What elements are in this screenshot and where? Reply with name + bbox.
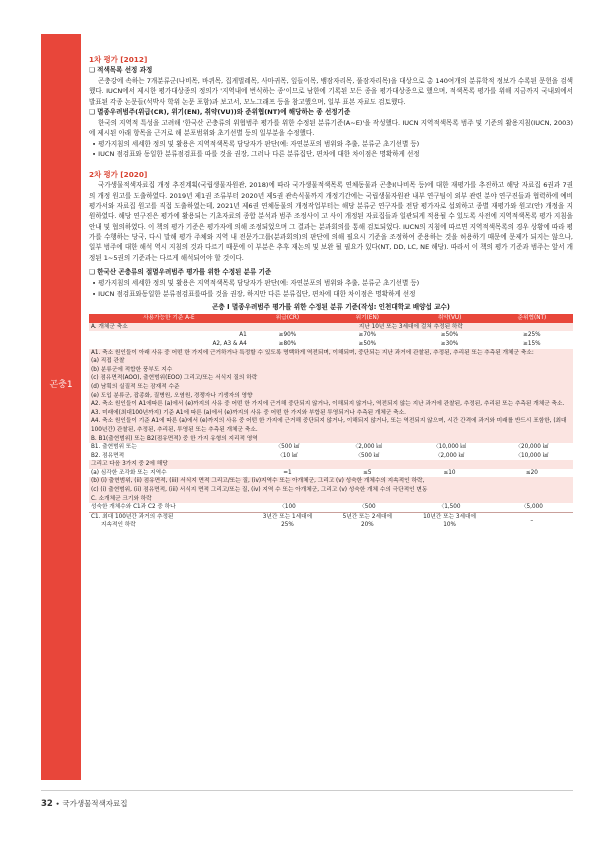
- table-row: [89, 477, 573, 486]
- section2-title: 2차 평가 [2020]: [89, 170, 148, 180]
- table-row: [89, 495, 573, 504]
- table-row: [89, 486, 573, 495]
- column-header: 위급(CR): [249, 314, 326, 323]
- table-cell: 성숙한 개체수와 C1과 C2 중 하나: [91, 504, 176, 511]
- table-row: [89, 392, 573, 401]
- table-row: [89, 349, 573, 358]
- table-row: [89, 400, 573, 409]
- criteria-table: [89, 314, 573, 530]
- table-cell: ≥25%: [523, 332, 541, 339]
- column-header: 사용가능한 기준 A-E: [89, 314, 249, 323]
- table-cell: ≥50%: [358, 340, 376, 347]
- table-cell: A1: [239, 332, 247, 339]
- table-row: [89, 366, 573, 375]
- table-cell: ≥30%: [440, 340, 459, 347]
- section2-bullet: ∙ IUCN 점검표와동일한 분류점검표를따를 것을 권장, 하지만 다른 분류집단, 편차에 대한 차이점은 명확하게 선정: [92, 289, 416, 298]
- section1-subheading-1: ❑ 적색목록 선정 과정: [89, 66, 153, 74]
- table-cell: ≤10: [443, 469, 456, 476]
- table-row: [89, 435, 573, 444]
- cell-text: 20%: [360, 522, 374, 529]
- table-cell: 〈100: [279, 504, 296, 511]
- main-content: [89, 54, 573, 530]
- table-row: [89, 340, 573, 349]
- table-cell: A4. 축소 원인들이 기준 A1에 따른 (a)에서 (e)까지의 사유 중 어떤 한 가지에 근거해 중단되지 않거나, 이해되지 않거나, 또는 역전되지 않으며, 시간 간격에 과거와 미래를 반드시 포함한, (최대100년간) 관찰된, 추정된, 추리된, 투영된 또는 추측된 개체군 축소.: [89, 417, 573, 434]
- table-row: [89, 323, 573, 332]
- section1-bullet: ∙ 평가지침의 세세한 정의 및 활용은 지역적색목록 담당자가 판단(예: 자연분포의 범위와 추출, 분류군 초기선별 등): [92, 139, 420, 148]
- table-cell: ≥80%: [278, 340, 297, 347]
- table-row: [89, 512, 573, 530]
- section2-subheading-1: ❑ 한국산 곤충류의 절멸우려범주 평가를 위한 수정된 분류 기준: [89, 268, 272, 277]
- table-cell: 〈10,000 ㎢: [515, 452, 549, 459]
- section2-bullet: ∙ 평가지침의 세세한 정의 및 활용은 지역적색목록 담당자가 판단(예: 자연분포의 범위와 추출, 분류군 초기선별 등): [92, 279, 420, 288]
- table-cell: (e) 도입 분류군, 잡종화, 질병원, 오염원, 경쟁자나 기생자의 영향: [89, 392, 573, 401]
- section-sidebar: [41, 34, 81, 780]
- footer-title: 국가생물적색자료집: [62, 799, 128, 808]
- paragraph-text: 국가생물적색자료집 개정 추진계획(국립생물자원관, 2018)에 따라 국가생물적색목록 연체동물과 곤충I(나비목 등)에 대한 재평가를 추진하고 해당 자료집 6권과 7권의 개정 원고를 도출하였다. 2019년 제1권 조류부터 2020년 제5권 관속식물까지 개정기간에는 국립생물자원관 내부 연구팀이 외부 관련 분야 연구진들과 협력하에 예비평가서와 자료집 원고를 직접 도출하였는데, 2021년 제6권 연체동물의 개정작업부터는 해당 분류군 연구자를 전담 평가자로 섭외하고 종별 재평가와 원고(안) 개정을 지원하였다. 해당 연구진은 평가에 활용되는 기초자료의 종합 분석과 범주 조정사이 고 사이 개정된 자료집들과 일관되게 적용될 수 있도록 사전에 지역적색목록 평가 지침을 안내 및 협의하였다. 이 책의 평가 기준은 평가자에 의해 조정되었으며 그 결과는 분과회의를 통해 검토되었다. IUCN의 지침에 따르면 지역적색목록의 경우 상황에 따라 평가를 수행하는 당국, 다시 말해 평가 주체와 지역 내 전문가그룹(분과회의)의 판단에 의해 필요시 기준을 조정하여 준용하는 것을 허용하기 때문에 문제가 되지는 않으나, 일부 범주에 대한 해석 역시 지침의 것과 다르기 때문에 이 부분은 추후 재논의 및 보완 될 필요가 있다(NT, DD, LC, NE 해당). 따라서 이 책의 평가 기준과 범주는 앞서 개정된 1~5권의 기준과는 다르게 해석되어야 할 것이다.: [89, 181, 573, 262]
- table-cell: 그리고 다음 3가지 중 2에 해당: [89, 460, 573, 469]
- section1-paragraph-1: [89, 76, 573, 107]
- table-cell: –: [491, 512, 573, 530]
- table-row: [89, 443, 573, 452]
- table-header-row: [89, 314, 573, 323]
- paragraph-text: 한국의 지역적 특성을 고려해 '한국산 곤충류의 위협범주 평가를 위한 수정된 분류기준(A~E)'을 작성했다. IUCN 지역적색목록 범주 및 기준의 활용지침(IUCN, 2003)에 제시된 아래 항목을 근거로 해 분포범위와 초기선별 등의 일부분을 수정했다.: [89, 119, 573, 138]
- table-cell: A1. 축소 원인들이 아래 사유 중 어떤 한 가지에 근거하거나 특정할 수 있도록 명백하게 역전되며, 이해되며, 중단되는 지난 과거에 관찰된, 추정된, 추리된 또는 추측된 개체군 축소:: [89, 349, 573, 358]
- column-header: 준위협(NT): [491, 314, 573, 323]
- column-header: 취약(VU): [408, 314, 490, 323]
- table-row: [89, 383, 573, 392]
- table-cell: C. 소개체군 크기와 하락: [89, 495, 573, 504]
- table-cell: (c) 점유면적(AOO), 출현범위(EOO) 그리고/또는 서식지 질의 하락: [89, 374, 573, 383]
- table-cell: ≤5: [363, 469, 372, 476]
- table-cell: 〈2,000 ㎢: [434, 452, 465, 459]
- table-cell: ≥90%: [278, 332, 297, 339]
- table-row: [89, 331, 573, 340]
- column-header: 위기(EN): [326, 314, 408, 323]
- table-cell: 지난 10년 또는 3세대에 걸쳐 추정된 하락: [249, 323, 573, 332]
- table-cell: A3. 미래에(최대100년까지) 기준 A1에 따른 (a)에서 (e)까지의 사유 중 어떤 한 가지와 부합된 투영되거나 추측된 개체군 축소.: [89, 409, 573, 418]
- table-row: [89, 417, 573, 434]
- cell-text: 10년간 또는 3세대에: [423, 513, 477, 520]
- table-cell: 〈2,000 ㎢: [352, 444, 383, 451]
- table-row: [89, 460, 573, 469]
- table-cell: 〈10,000 ㎢: [433, 444, 467, 451]
- footer-divider: [41, 790, 573, 791]
- row-label: 지속적인 하락: [101, 522, 136, 529]
- table-cell: 〈500: [359, 504, 376, 511]
- paragraph-text: 곤충강에 속하는 7개분류군(나비목, 바퀴목, 집게벌레목, 사마귀목, 잎들이목, 뱀잠자리목, 풀잠자리목)을 대상으로 총 140여개의 분류학적 정보가 수록된 문헌을 검색했다. IUCN에서 제시한 평가대상종의 정의가 '지역내에 번식하는 종'이므로 남한에 기록된 모든 종을 평가대상종으로 했으며, 적색목록 평가를 위해 지금까지 국내외에서 발표된 각종 논문들(석박사 학위 논문 포함)과 보고서, 모노그래프 등을 참고했으며, 일부 표본 자료도 검토했다.: [89, 77, 573, 106]
- table-cell: (b) 분류군에 적합한 풍부도 지수: [89, 366, 573, 375]
- table-cell: A2, A3 & A4: [212, 340, 247, 347]
- cell-text: 10%: [443, 522, 456, 529]
- table-row: [89, 357, 573, 366]
- table-cell: ≥50%: [440, 332, 459, 339]
- table-cell: 〈500 ㎢: [355, 452, 380, 459]
- table-row: [89, 409, 573, 418]
- cell-text: 25%: [281, 522, 294, 529]
- section2-paragraph-1: [89, 180, 573, 263]
- table-cell: (d) 남획의 실질적 또는 잠재적 수준: [89, 383, 573, 392]
- table-cell: (b) (i) 출현범위, (ii) 점유면적, (iii) 서식지 면적 그리고/또는 질, (iv)지역수 또는 아개체군, 그리고 (v) 성숙한 개체수의 지속적인 하락,: [89, 477, 573, 486]
- table-cell: [326, 512, 408, 530]
- table-cell: ≤20: [525, 469, 538, 476]
- table-cell: ≥70%: [358, 332, 376, 339]
- table-cell: (c) (i) 출현범위, (ii) 점유면적, (iii) 서식지 면적 그리고/또는 질, (iv) 지역 수 또는 아개체군, 그리고 (v) 성숙한 개체 수의 극단적인 변동: [89, 486, 573, 495]
- table-row: [89, 452, 573, 461]
- table-cell: [249, 512, 326, 530]
- table-cell: B1. 출현범위 또는: [91, 444, 137, 451]
- sidebar-label: 곤충1: [49, 380, 73, 390]
- table-cell: B. B1(출현범위) 또는 B2(점유면적) 중 한 가지 유형의 지리적 영역: [89, 435, 573, 444]
- section1-paragraph-2: [89, 118, 573, 139]
- table-cell: 〈5,000: [520, 504, 543, 511]
- row-label: C1. 최대 100년간 과거의 추정된: [91, 513, 174, 520]
- table-row: [89, 374, 573, 383]
- table-cell: 〈500 ㎢: [275, 444, 300, 451]
- table-cell: ≥15%: [523, 340, 541, 347]
- table-cell: [89, 512, 249, 530]
- cell-text: 3년간 또는 1세대에: [262, 513, 313, 520]
- table-cell: 〈10 ㎢: [277, 452, 298, 459]
- section1-bullet: ∙ IUCN 점검표와 동일한 분류점검표를 따를 것을 권장, 그러나 다른 분류집단, 편차에 대한 차이점은 명확하게 선정: [92, 150, 420, 159]
- section1-subheading-2: ❑ 멸종우려범주(위급(CR), 위기(EN), 취약(VU))와 준위협(NT)에 해당하는 종 선정기준: [89, 108, 351, 117]
- cell-text: 5년간 또는 2세대에: [342, 513, 392, 520]
- table-cell: [408, 512, 490, 530]
- table-cell: A2. 축소 원인들이 A1에따른 (a)에서 (e)까지의 사유 중 어떤 한 가지에 근거해 중단되지 않거나, 이해되지 않거나, 역전되지 않는 지난 과거에 관찰된, 추정된, 추리된 또는 추측된 개체군 축소.: [89, 400, 573, 409]
- section1-title: 1차 평가 [2012]: [89, 55, 148, 64]
- table-cell: 〈1,500: [438, 504, 461, 511]
- table-row: [89, 469, 573, 478]
- page-number: 32: [41, 799, 53, 809]
- page-footer: [41, 798, 128, 809]
- footer-separator: ∙: [55, 799, 63, 808]
- table-cell: B2. 점유면적: [91, 452, 125, 459]
- table-caption: 곤충 I 멸종우려범주 평가를 위한 수정된 분류 기준(작성: 인천대학교 배양섭 교수): [212, 302, 450, 311]
- table-cell: A. 개체군 축소: [89, 323, 249, 332]
- table-cell: (a) 직접 관찰: [89, 357, 573, 366]
- table-cell: =1: [283, 469, 292, 476]
- table-cell: (a) 심각한 조각화 또는 지역수: [91, 469, 167, 476]
- table-row: [89, 503, 573, 512]
- table-cell: 〈20,000 ㎢: [515, 444, 549, 451]
